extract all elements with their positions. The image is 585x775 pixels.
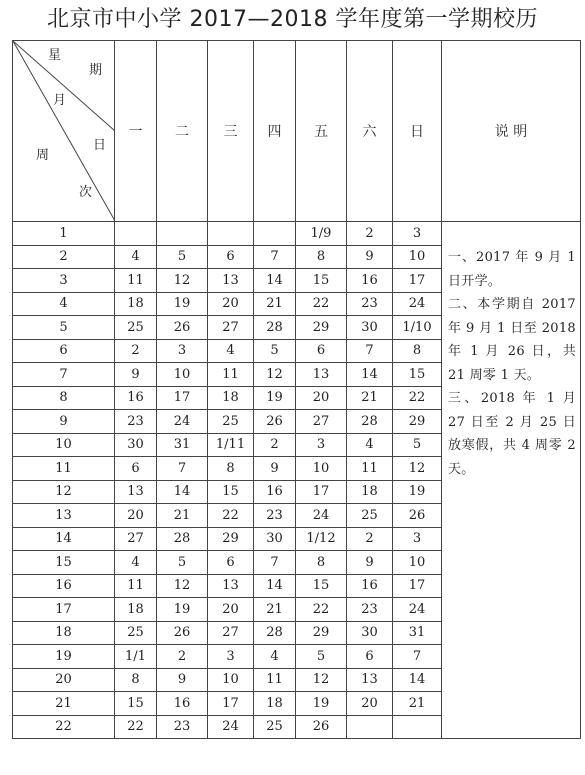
- header-row: [13, 41, 581, 222]
- date-cell: 14: [254, 574, 296, 598]
- notes-cell: [442, 222, 581, 739]
- date-cell: 6: [296, 339, 347, 363]
- date-cell: 13: [347, 668, 393, 692]
- date-cell: 19: [157, 292, 208, 316]
- date-cell: 23: [157, 715, 208, 739]
- date-cell: 20: [208, 292, 254, 316]
- date-cell: 22: [296, 292, 347, 316]
- date-cell: 9: [115, 363, 157, 387]
- date-cell: 11: [115, 574, 157, 598]
- week-number-cell: 17: [13, 598, 115, 622]
- date-cell: 4: [254, 645, 296, 669]
- week-number-cell: 12: [13, 480, 115, 504]
- weekday-header-wed: 三: [208, 41, 254, 222]
- page-title: 北京市中小学 2017—2018 学年度第一学期校历: [47, 7, 538, 32]
- date-cell: 30: [347, 621, 393, 645]
- week-number-cell: 14: [13, 527, 115, 551]
- corner-label-zhou: 周: [36, 148, 50, 163]
- date-cell: 29: [296, 316, 347, 340]
- date-cell: 23: [347, 292, 393, 316]
- date-cell: 1/11: [208, 433, 254, 457]
- date-cell: 22: [115, 715, 157, 739]
- corner-label-yue: 月: [53, 93, 67, 108]
- week-number-cell: 15: [13, 551, 115, 575]
- week-number-cell: 22: [13, 715, 115, 739]
- week-number-cell: 6: [13, 339, 115, 363]
- date-cell: 24: [208, 715, 254, 739]
- date-cell: 23: [115, 410, 157, 434]
- date-cell: 8: [296, 551, 347, 575]
- date-cell: 28: [254, 621, 296, 645]
- date-cell: 10: [393, 551, 442, 575]
- date-cell: 14: [347, 363, 393, 387]
- date-cell: 19: [296, 692, 347, 716]
- date-cell: 16: [347, 574, 393, 598]
- date-cell: 17: [393, 574, 442, 598]
- date-cell: 27: [208, 621, 254, 645]
- date-cell: 1/9: [296, 222, 347, 246]
- date-cell: 18: [347, 480, 393, 504]
- date-cell: 25: [347, 504, 393, 528]
- date-cell: 11: [208, 363, 254, 387]
- week-number-cell: 2: [13, 245, 115, 269]
- date-cell: 29: [393, 410, 442, 434]
- date-cell: 17: [296, 480, 347, 504]
- date-cell: 15: [296, 574, 347, 598]
- date-cell: 30: [115, 433, 157, 457]
- date-cell: 5: [157, 245, 208, 269]
- date-cell: 13: [208, 574, 254, 598]
- date-cell: 26: [393, 504, 442, 528]
- date-cell: 27: [115, 527, 157, 551]
- date-cell: 1/10: [393, 316, 442, 340]
- date-cell: 29: [296, 621, 347, 645]
- week-number-cell: 4: [13, 292, 115, 316]
- date-cell: 26: [254, 410, 296, 434]
- date-cell: 11: [115, 269, 157, 293]
- date-cell: 21: [254, 598, 296, 622]
- date-cell: 4: [347, 433, 393, 457]
- week-number-cell: 16: [13, 574, 115, 598]
- date-cell: 25: [115, 621, 157, 645]
- date-cell: 8: [115, 668, 157, 692]
- week-number-cell: 8: [13, 386, 115, 410]
- date-cell: 20: [347, 692, 393, 716]
- date-cell: 26: [296, 715, 347, 739]
- date-cell: 14: [393, 668, 442, 692]
- date-cell: 5: [296, 645, 347, 669]
- week-number-cell: 18: [13, 621, 115, 645]
- weekday-header-fri: 五: [296, 41, 347, 222]
- date-cell: 17: [157, 386, 208, 410]
- week-number-cell: 10: [13, 433, 115, 457]
- date-cell: 25: [254, 715, 296, 739]
- date-cell: 22: [393, 386, 442, 410]
- date-cell: 11: [347, 457, 393, 481]
- date-cell: 7: [254, 551, 296, 575]
- date-cell: 24: [393, 598, 442, 622]
- date-cell: 12: [254, 363, 296, 387]
- note-paragraph: 一、2017 年 9 月 1 日开学。: [448, 250, 576, 289]
- notes-header: 说 明: [442, 41, 581, 222]
- date-cell: 5: [393, 433, 442, 457]
- corner-label-ci: 次: [79, 185, 93, 200]
- date-cell: 24: [296, 504, 347, 528]
- date-cell: 21: [347, 386, 393, 410]
- date-cell: 3: [393, 222, 442, 246]
- date-cell: 19: [157, 598, 208, 622]
- week-number-cell: 1: [13, 222, 115, 246]
- date-cell: 9: [157, 668, 208, 692]
- date-cell: 15: [296, 269, 347, 293]
- date-cell: 23: [254, 504, 296, 528]
- date-cell: 18: [254, 692, 296, 716]
- date-cell: 25: [208, 410, 254, 434]
- date-cell: 20: [296, 386, 347, 410]
- week-number-cell: 7: [13, 363, 115, 387]
- date-cell: 12: [296, 668, 347, 692]
- date-cell: 6: [347, 645, 393, 669]
- week-number-cell: 20: [13, 668, 115, 692]
- date-cell: 17: [393, 269, 442, 293]
- date-cell: 14: [157, 480, 208, 504]
- date-cell: 20: [208, 598, 254, 622]
- date-cell: 1/1: [115, 645, 157, 669]
- week-number-cell: 19: [13, 645, 115, 669]
- note-paragraph: 三、2018 年 1 月 27 日至 2 月 25 日放寒假，共 4 周零 2 天。: [448, 391, 576, 477]
- corner-label-qi: 期: [89, 63, 103, 78]
- date-cell: [347, 715, 393, 739]
- date-cell: 17: [208, 692, 254, 716]
- date-cell: 22: [208, 504, 254, 528]
- date-cell: 2: [347, 527, 393, 551]
- week-number-cell: 11: [13, 457, 115, 481]
- date-cell: 15: [208, 480, 254, 504]
- date-cell: 16: [347, 269, 393, 293]
- date-cell: 6: [208, 245, 254, 269]
- week-number-cell: 3: [13, 269, 115, 293]
- date-cell: 8: [296, 245, 347, 269]
- date-cell: 31: [393, 621, 442, 645]
- date-cell: 28: [157, 527, 208, 551]
- date-cell: 6: [208, 551, 254, 575]
- date-cell: 20: [115, 504, 157, 528]
- diagonal-line-upper: [13, 41, 115, 131]
- date-cell: 13: [115, 480, 157, 504]
- corner-header-cell: [13, 41, 115, 222]
- date-cell: 27: [208, 316, 254, 340]
- date-cell: 10: [393, 245, 442, 269]
- date-cell: 5: [157, 551, 208, 575]
- date-cell: 15: [115, 692, 157, 716]
- date-cell: 4: [115, 245, 157, 269]
- date-cell: 28: [347, 410, 393, 434]
- date-cell: 16: [157, 692, 208, 716]
- date-cell: 1/12: [296, 527, 347, 551]
- date-cell: 8: [393, 339, 442, 363]
- date-cell: 24: [393, 292, 442, 316]
- date-cell: 25: [115, 316, 157, 340]
- date-cell: 30: [347, 316, 393, 340]
- date-cell: 18: [115, 292, 157, 316]
- date-cell: [157, 222, 208, 246]
- date-cell: 13: [296, 363, 347, 387]
- date-cell: 19: [254, 386, 296, 410]
- weekday-header-thu: 四: [254, 41, 296, 222]
- date-cell: 18: [208, 386, 254, 410]
- date-cell: 2: [347, 222, 393, 246]
- date-cell: 26: [157, 316, 208, 340]
- date-cell: 9: [347, 245, 393, 269]
- date-cell: 30: [254, 527, 296, 551]
- date-cell: 18: [115, 598, 157, 622]
- date-cell: 23: [347, 598, 393, 622]
- date-cell: 12: [157, 574, 208, 598]
- date-cell: 9: [347, 551, 393, 575]
- date-cell: 5: [254, 339, 296, 363]
- date-cell: [393, 715, 442, 739]
- date-cell: 19: [393, 480, 442, 504]
- weekday-header-sun: 日: [393, 41, 442, 222]
- date-cell: 12: [393, 457, 442, 481]
- date-cell: 21: [157, 504, 208, 528]
- date-cell: 28: [254, 316, 296, 340]
- corner-label-ri: 日: [93, 138, 107, 153]
- date-cell: 29: [208, 527, 254, 551]
- date-cell: 27: [296, 410, 347, 434]
- date-cell: 24: [157, 410, 208, 434]
- corner-label-xing: 星: [48, 48, 62, 63]
- date-cell: [208, 222, 254, 246]
- date-cell: 10: [208, 668, 254, 692]
- date-cell: 15: [393, 363, 442, 387]
- date-cell: 13: [208, 269, 254, 293]
- date-cell: 7: [157, 457, 208, 481]
- date-cell: 8: [208, 457, 254, 481]
- date-cell: 4: [115, 551, 157, 575]
- date-cell: 31: [157, 433, 208, 457]
- date-cell: 14: [254, 269, 296, 293]
- date-cell: 2: [157, 645, 208, 669]
- note-paragraph: 二、本学期自 2017 年 9 月 1 日至 2018 年 1 月 26 日，共 21 周零 1 天。: [448, 297, 576, 383]
- date-cell: 3: [157, 339, 208, 363]
- weekday-header-sat: 六: [347, 41, 393, 222]
- school-calendar-table: [12, 40, 581, 739]
- date-cell: 22: [296, 598, 347, 622]
- date-cell: 16: [115, 386, 157, 410]
- date-cell: 3: [393, 527, 442, 551]
- date-cell: 6: [115, 457, 157, 481]
- week-number-cell: 21: [13, 692, 115, 716]
- date-cell: 26: [157, 621, 208, 645]
- date-cell: 2: [254, 433, 296, 457]
- week-number-cell: 5: [13, 316, 115, 340]
- week-row: [13, 222, 581, 246]
- date-cell: 3: [296, 433, 347, 457]
- date-cell: [254, 222, 296, 246]
- date-cell: 12: [157, 269, 208, 293]
- date-cell: 21: [393, 692, 442, 716]
- date-cell: 10: [296, 457, 347, 481]
- date-cell: 4: [208, 339, 254, 363]
- date-cell: 16: [254, 480, 296, 504]
- date-cell: [115, 222, 157, 246]
- date-cell: 7: [347, 339, 393, 363]
- weekday-header-tue: 二: [157, 41, 208, 222]
- date-cell: 2: [115, 339, 157, 363]
- week-number-cell: 13: [13, 504, 115, 528]
- date-cell: 3: [208, 645, 254, 669]
- date-cell: 7: [254, 245, 296, 269]
- date-cell: 9: [254, 457, 296, 481]
- weekday-header-mon: 一: [115, 41, 157, 222]
- date-cell: 11: [254, 668, 296, 692]
- date-cell: 10: [157, 363, 208, 387]
- date-cell: 7: [393, 645, 442, 669]
- week-number-cell: 9: [13, 410, 115, 434]
- date-cell: 21: [254, 292, 296, 316]
